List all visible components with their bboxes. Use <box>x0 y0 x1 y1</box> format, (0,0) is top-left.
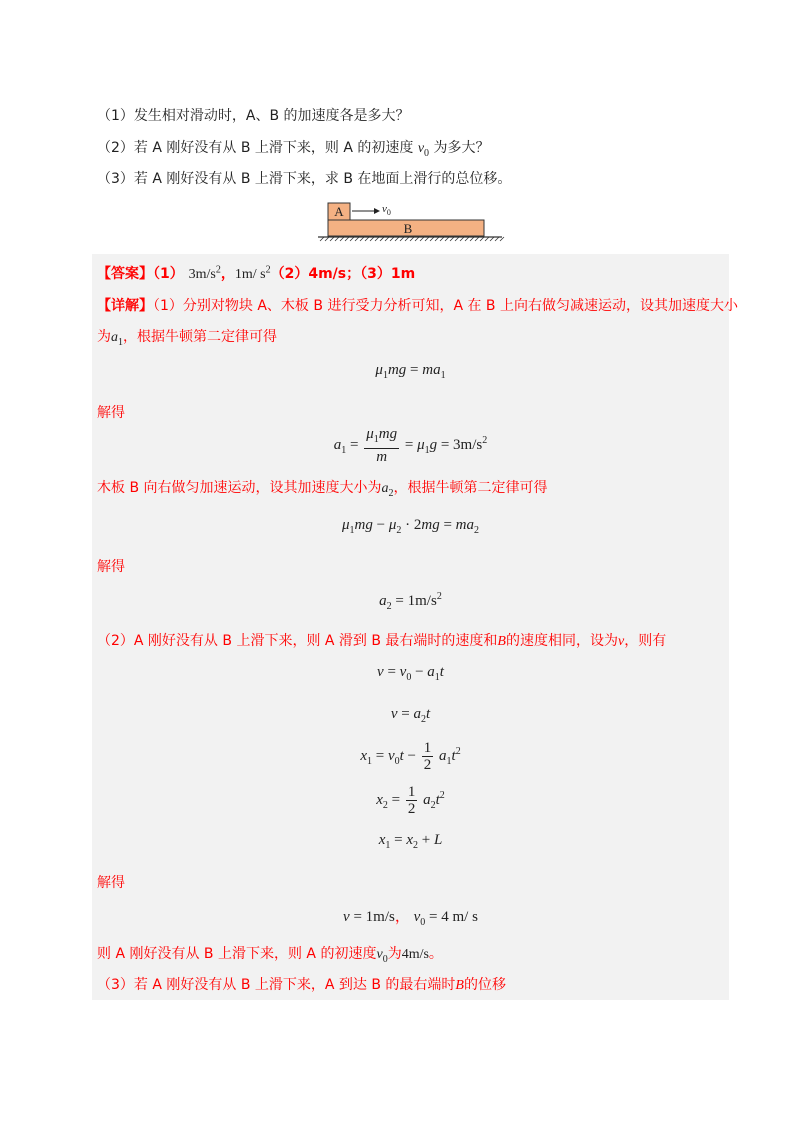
equation-10: v = 1m/s， $v_0 = 4$ m/ s <box>343 909 478 928</box>
result-value: 4m/s <box>401 947 429 962</box>
ground-hatch-mark <box>340 237 344 241</box>
ground-hatch-mark <box>355 237 359 241</box>
ground-hatch-mark <box>485 237 489 241</box>
solve-label-1: 解得 <box>97 405 125 421</box>
question-2-var: $v_0$ <box>417 141 430 159</box>
board-pre: 木板 B 向右做匀加速运动，设其加速度大小为 <box>97 480 382 496</box>
detail-intro-text: （1）分别对物块 A、木板 B 进行受力分析可知，A 在 B 上向右做匀减速运动，设其加速度大小 <box>153 298 738 314</box>
question-2-end: 为多大？ <box>433 140 490 156</box>
ground-hatch-mark <box>405 237 409 241</box>
block-a-label: A <box>334 204 344 219</box>
ground-hatch-mark <box>425 237 429 241</box>
detail-intro2-post: ，根据牛顿第二定律可得 <box>123 329 277 345</box>
ground-hatch-mark <box>325 237 329 241</box>
answer-line <box>97 263 415 283</box>
ground-hatch-mark <box>480 237 484 241</box>
result-pre: 则 A 刚好没有从 B 上滑下来，则 A 的初速度 <box>97 946 377 962</box>
equation-9: $x_1 = x_2 + L$ <box>378 832 443 851</box>
equation-8: $x_2$ = $\frac{1}{2}$ $a_2t^2$ <box>376 784 445 817</box>
equation-2: $a_1$ = $\frac{\mu_1mg}{m}$ = $\mu_1g = 3m/s^2$ <box>333 426 488 465</box>
ground-hatch-mark <box>410 237 414 241</box>
question-3: （3）若 A 刚好没有从 B 上滑下来，求 B 在地面上滑行的总位移。 <box>97 171 512 187</box>
detail-label: 【详解】 <box>97 298 153 314</box>
equation-7: $x_1 = v_0t$ − $\frac{1}{2}$ $a_1t^2$ <box>360 740 461 773</box>
velocity-arrow-head <box>374 208 380 214</box>
part3-post: 的位移 <box>463 977 506 993</box>
ground-hatch-mark <box>430 237 434 241</box>
question-2 <box>97 137 490 159</box>
part2-v: v <box>617 634 625 649</box>
part2-pre: （2）A 刚好没有从 B 上滑下来，则 A 滑到 B 最右端时的速度和 <box>97 633 498 649</box>
equation-4: $a_2 = 1m/s^2$ <box>379 591 442 612</box>
answer-part2-3: （2）4m/s；（3）1m <box>270 266 416 282</box>
ground-hatch-mark <box>495 237 499 241</box>
ground-hatch-mark <box>370 237 374 241</box>
part2-post: ，则有 <box>624 633 667 649</box>
part3-statement <box>97 974 506 994</box>
equation-1: $\mu_1mg = ma_1$ <box>375 362 446 381</box>
answer-a2: 1m/ $s^2$ <box>234 264 271 282</box>
question-1: （1）发生相对滑动时，A、B 的加速度各是多大？ <box>97 108 410 124</box>
ground-hatch-mark <box>390 237 394 241</box>
ground-hatch-mark <box>500 237 504 241</box>
detail-intro2-pre: 为 <box>97 329 111 345</box>
ground-hatch-mark <box>465 237 469 241</box>
ground-hatch-mark <box>460 237 464 241</box>
ground-hatch-mark <box>440 237 444 241</box>
ground-hatch-mark <box>400 237 404 241</box>
part2-statement <box>97 630 666 650</box>
board-var: $a_2$ <box>381 481 394 499</box>
ground-hatch-mark <box>445 237 449 241</box>
ground-hatch-mark <box>490 237 494 241</box>
ground-hatch-mark <box>435 237 439 241</box>
ground-hatch-mark <box>470 237 474 241</box>
ground-hatch-mark <box>335 237 339 241</box>
equation-5: $v = v_0 - a_1t$ <box>377 664 444 683</box>
ground-hatch <box>320 237 504 241</box>
solve-label-3: 解得 <box>97 875 125 891</box>
board-post: ，根据牛顿第二定律可得 <box>393 480 548 496</box>
ground-hatch-mark <box>345 237 349 241</box>
equation-3: $\mu_1mg - \mu_2 \cdot 2mg = ma_2$ <box>341 517 480 536</box>
ground-hatch-mark <box>475 237 479 241</box>
result-var: $v_0$ <box>376 947 388 965</box>
ground-hatch-mark <box>365 237 369 241</box>
solve-label-2: 解得 <box>97 559 125 575</box>
ground-hatch-mark <box>330 237 334 241</box>
answer-label: 【答案】 <box>97 266 153 282</box>
ground-hatch-mark <box>415 237 419 241</box>
answer-a1: $3m/s^2$ <box>188 264 221 282</box>
result-end: 。 <box>428 946 443 962</box>
velocity-label: $v_0$ <box>382 203 391 217</box>
question-2-text: （2）若 A 刚好没有从 B 上滑下来，则 A 的初速度 <box>97 140 414 156</box>
ground-hatch-mark <box>420 237 424 241</box>
ground-hatch-mark <box>385 237 389 241</box>
part2-mid: 的速度相同，设为 <box>505 633 618 649</box>
result-mid: 为 <box>387 946 402 962</box>
equation-6: $v = a_2t$ <box>390 706 431 725</box>
ground-hatch-mark <box>455 237 459 241</box>
part3-pre: （3）若 A 刚好没有从 B 上滑下来，A 到达 B 的最右端时 <box>97 977 456 993</box>
detail-intro2-var: $a_1$ <box>111 330 123 348</box>
board-b-label: B <box>403 221 413 236</box>
ground-hatch-mark <box>395 237 399 241</box>
ground-hatch-mark <box>380 237 384 241</box>
part3-b: B <box>455 978 464 993</box>
ground-hatch-mark <box>320 237 324 241</box>
block-board-figure <box>310 196 510 244</box>
ground-hatch-mark <box>375 237 379 241</box>
detail-intro <box>97 295 738 315</box>
ground-hatch-mark <box>450 237 454 241</box>
result-statement <box>97 943 443 965</box>
part2-b: B <box>497 634 506 649</box>
detail-intro-2 <box>97 326 277 348</box>
ground-hatch-mark <box>350 237 354 241</box>
board-statement <box>97 477 548 499</box>
answer-part1-prefix: （1） <box>153 266 184 282</box>
ground-hatch-mark <box>360 237 364 241</box>
answer-sep: ， <box>220 266 235 282</box>
